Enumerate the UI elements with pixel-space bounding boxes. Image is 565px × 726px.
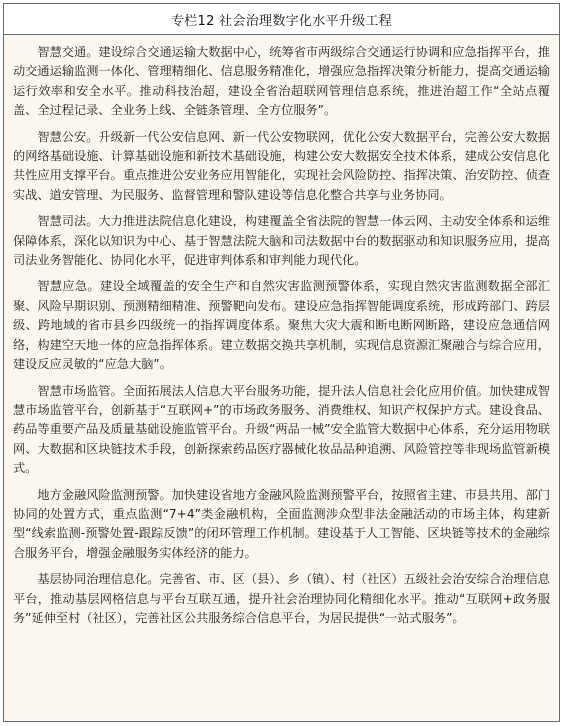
paragraph-lead: 智慧司法。 <box>37 214 99 229</box>
paragraph-smart-emergency <box>13 277 550 374</box>
paragraph-smart-transport <box>13 43 550 121</box>
paragraph-text: 建设综合交通运输大数据中心，统筹省市两级综合交通运行协调和应急指挥平台，推动交通运输监测一体化、管理精细化、信息服务精准化，增强应急指挥决策分析能力，提高交通运输运行效率和安全水平。推动科技治超，建设全省治超联网管理信息系统，推进治超工作“全站点覆盖、全过程记录、全业务上线、全链条管理、全方位服务”。 <box>13 45 551 118</box>
paragraph-smart-market-regulation <box>13 382 550 479</box>
box-title: 专栏12 社会治理数字化水平升级工程 <box>4 4 559 35</box>
feature-box <box>3 3 560 722</box>
paragraph-lead: 智慧应急。 <box>37 279 100 294</box>
paragraph-smart-police <box>13 128 550 206</box>
paragraph-text: 大力推进法院信息化建设，构建覆盖全省法院的智慧一体云网、主动安全体系和运维保障体系，深化以知识为中心、基于智慧法院大脑和司法数据中台的数据驱动和知识服务应用，提高司法业务智能化、协同化水平，促进审判体系和审判能力现代化。 <box>13 214 551 268</box>
paragraph-lead: 基层协同治理信息化。 <box>37 572 160 587</box>
paragraph-text: 全面拓展法人信息大平台服务功能，提升法人信息社会化应用价值。加快建成智慧市场监管平台，创新基于“互联网+”的市场政务服务、消费维权、知识产权保护方式。建设食品、药品等重要产品及质量基础设施监管平台。升级“两品一械”安全监管大数据中心体系，充分运用物联网、大数据和区块链技术手段，创新探索药品医疗器械化妆品品种追溯、风险管控等非现场监管新模式。 <box>13 383 551 476</box>
paragraph-lead: 智慧市场监管。 <box>37 383 123 398</box>
paragraph-text: 加快建设省地方金融风险监测预警平台，按照省主建、市县共用、部门协同的处置方式，重点监测“7+4”类金融机构，全面监测涉众型非法金融活动的市场主体，构建新型“线索监测-预警处置-跟踪反馈”的闭环管理工作机制。建设基于人工智能、区块链等技术的金融综合服务平台，增强金融服务实体经济的能力。 <box>13 487 551 560</box>
paragraph-text: 建设全域覆盖的安全生产和自然灾害监测预警体系，实现自然灾害监测数据全部汇聚、风险早期识别、预测精细精准、预警靶向发布。建设应急指挥智能调度系统，形成跨部门、跨层级、跨地域的省市县乡四级统一的指挥调度体系。聚焦大灾大震和断电断网断路，建设应急通信网络，构建空天地一体的应急指挥体系。建立数据交换共享机制，实现信息资源汇聚融合与综合应用，建设反应灵敏的“应急大脑”。 <box>13 279 551 372</box>
paragraph-financial-risk-monitoring <box>13 486 550 564</box>
paragraph-lead: 智慧交通。 <box>37 45 99 59</box>
paragraph-grassroots-governance <box>13 570 550 628</box>
paragraph-text: 完善省、市、区（县）、乡（镇）、村（社区）五级社会治安综合治理信息平台，推动基层网格信息与平台互联互通，提升社会治理协同化精细化水平。推动“互联网+政务服务”延伸至村（社区），完善社区公共服务综合信息平台，为居民提供“一站式服务”。 <box>13 572 550 625</box>
paragraph-smart-justice <box>13 212 550 270</box>
paragraph-lead: 地方金融风险监测预警。 <box>37 487 172 502</box>
paragraph-text: 升级新一代公安信息网、新一代公安物联网，优化公安大数据平台，完善公安大数据的网络基础设施、计算基础设施和新技术基础设施，构建公安大数据安全技术体系，建成公安信息化共性应用支撑平台。重点推进公安业务应用智能化，实现社会风险防控、指挥决策、治安防控、侦查实战、道安管理、为民服务、监督管理和警队建设等信息化整合共享与业务协同。 <box>13 129 551 202</box>
paragraph-lead: 智慧公安。 <box>37 129 99 144</box>
box-body <box>4 35 559 721</box>
